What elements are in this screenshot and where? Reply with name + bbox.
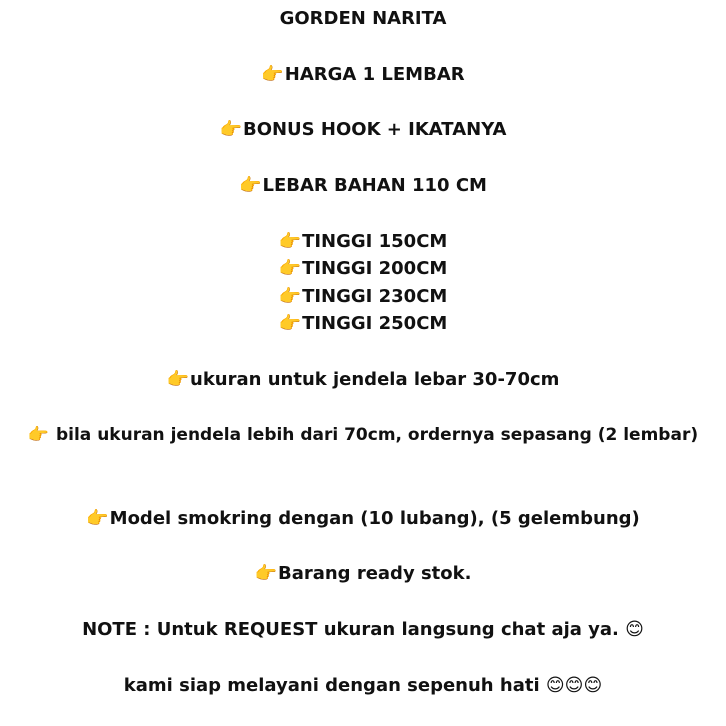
smiling-face-icon: 😊	[564, 675, 584, 696]
window-size-text: ukuran untuk jendela lebar 30-70cm	[190, 369, 560, 390]
height-text: TINGGI 250CM	[302, 313, 448, 334]
closing-text: kami siap melayani dengan sepenuh hati	[123, 675, 546, 696]
model-text: Model smokring dengan (10 lubang), (5 gelembung)	[109, 508, 640, 529]
bonus-text: BONUS HOOK + IKATANYA	[242, 119, 507, 140]
title-text: GORDEN NARITA	[279, 8, 447, 29]
note-line	[0, 617, 726, 643]
stock-line	[0, 561, 726, 587]
note-label: NOTE	[82, 619, 138, 640]
pointing-hand-icon: 👉	[27, 425, 50, 445]
height-option	[0, 256, 726, 282]
model-line	[0, 506, 726, 532]
fabric-width-line	[0, 173, 726, 199]
window-size-line	[0, 367, 726, 393]
pair-order-text: bila ukuran jendela lebih dari 70cm, ordernya sepasang (2 lembar)	[50, 425, 699, 445]
pair-order-line	[0, 422, 726, 448]
fabric-width-text: LEBAR BAHAN 110 CM	[262, 175, 487, 196]
height-option	[0, 284, 726, 310]
pointing-hand-icon: 👉	[261, 64, 284, 85]
height-option	[0, 229, 726, 255]
pointing-hand-icon: 👉	[219, 119, 242, 140]
smiling-face-icon: 😊	[625, 619, 644, 640]
bonus-line	[0, 117, 726, 143]
page-title	[0, 6, 726, 32]
note-text: : Untuk	[137, 619, 224, 640]
smiling-face-icon: 😊	[583, 675, 603, 696]
height-text: TINGGI 200CM	[302, 258, 448, 279]
note-request: REQUEST	[223, 619, 318, 640]
height-option	[0, 311, 726, 337]
height-text: TINGGI 230CM	[302, 286, 448, 307]
note-text-end: ukuran langsung chat aja ya.	[317, 619, 626, 640]
price-line	[0, 62, 726, 88]
smiling-face-icon: 😊	[545, 675, 565, 696]
pointing-hand-icon: 👉	[239, 175, 262, 196]
pointing-hand-icon: 👉	[86, 508, 109, 529]
pointing-hand-icon: 👉	[254, 563, 277, 584]
pointing-hand-icon: 👉	[166, 369, 189, 390]
pointing-hand-icon: 👉	[278, 286, 302, 307]
price-text: HARGA 1 LEMBAR	[284, 64, 465, 85]
height-text: TINGGI 150CM	[302, 231, 448, 252]
pointing-hand-icon: 👉	[278, 231, 302, 252]
pointing-hand-icon: 👉	[278, 258, 302, 279]
pointing-hand-icon: 👉	[278, 313, 302, 334]
closing-line	[0, 673, 726, 699]
stock-text: Barang ready stok.	[277, 563, 472, 584]
